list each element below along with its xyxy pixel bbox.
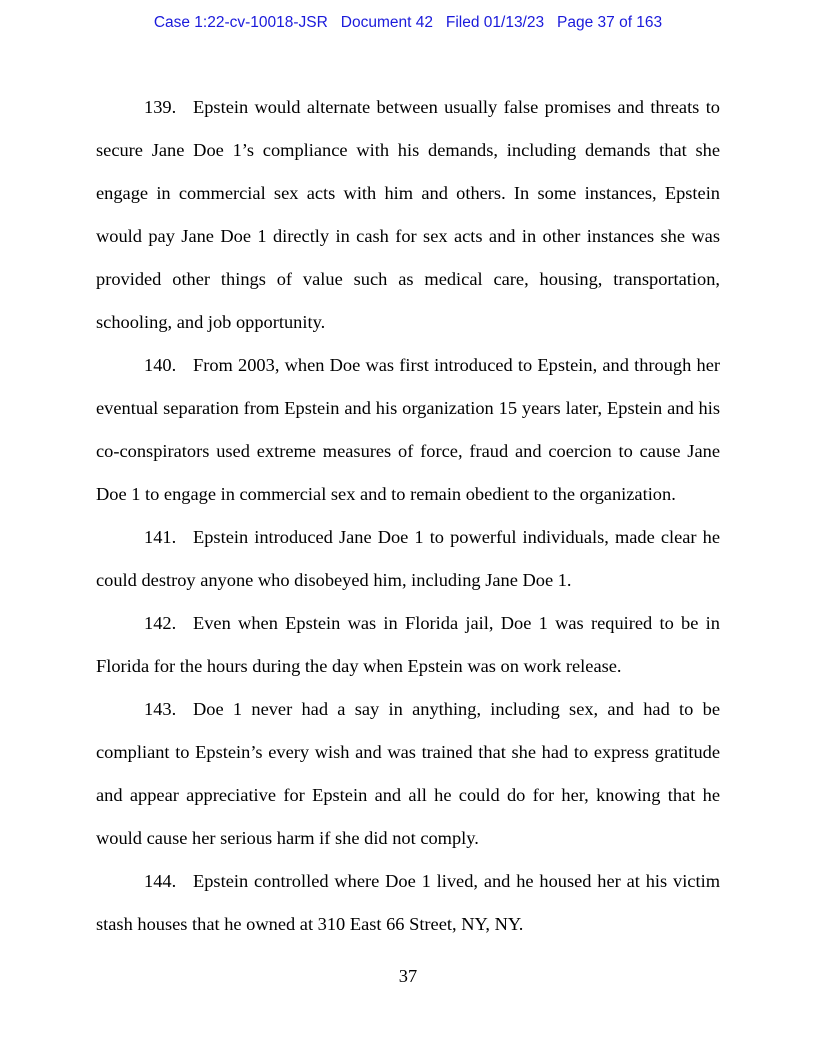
paragraph-text: Epstein introduced Jane Doe 1 to powerful individuals, made clear he could destroy anyone who disobeyed him, including Jane Doe 1. [96, 527, 720, 590]
paragraph-number: 140. [144, 355, 177, 375]
paragraph-140 [96, 344, 720, 516]
paragraph-143 [96, 688, 720, 860]
paragraph-text: Epstein controlled where Doe 1 lived, and he housed her at his victim stash houses that he owned at 310 East 66 Street, NY, NY. [96, 871, 720, 934]
paragraph-text: Even when Epstein was in Florida jail, Doe 1 was required to be in Florida for the hours during the day when Epstein was on work release. [96, 613, 720, 676]
paragraph-139 [96, 86, 720, 344]
filing-header-stamp: Case 1:22-cv-10018-JSR Document 42 Filed 01/13/23 Page 37 of 163 [153, 14, 663, 31]
paragraph-144 [96, 860, 720, 946]
paragraph-text: From 2003, when Doe was first introduced to Epstein, and through her eventual separation from Epstein and his organization 15 years later, Epstein and his co-conspirators used extreme measures of force, fraud and coercion to cause Jane Doe 1 to engage in commercial sex and to remain obedient to the organization. [96, 355, 720, 504]
paragraph-142 [96, 602, 720, 688]
page-number: 37 [398, 966, 418, 986]
paragraph-number: 142. [144, 613, 177, 633]
paragraph-number: 144. [144, 871, 177, 891]
paragraph-number: 141. [144, 527, 177, 547]
paragraph-text: Epstein would alternate between usually false promises and threats to secure Jane Doe 1’s compliance with his demands, including demands that she engage in commercial sex acts with him and others. In some instances, Epstein would pay Jane Doe 1 directly in cash for sex acts and in other instances she was provided other things of value such as medical care, housing, transportation, schooling, and job opportunity. [96, 97, 720, 332]
paragraph-text: Doe 1 never had a say in anything, including sex, and had to be compliant to Epstein’s every wish and was trained that she had to express gratitude and appear appreciative for Epstein and all he could do for her, knowing that he would cause her serious harm if she did not comply. [96, 699, 720, 848]
document-body [96, 86, 720, 946]
paragraph-number: 139. [144, 97, 177, 117]
paragraph-number: 143. [144, 699, 177, 719]
paragraph-141 [96, 516, 720, 602]
